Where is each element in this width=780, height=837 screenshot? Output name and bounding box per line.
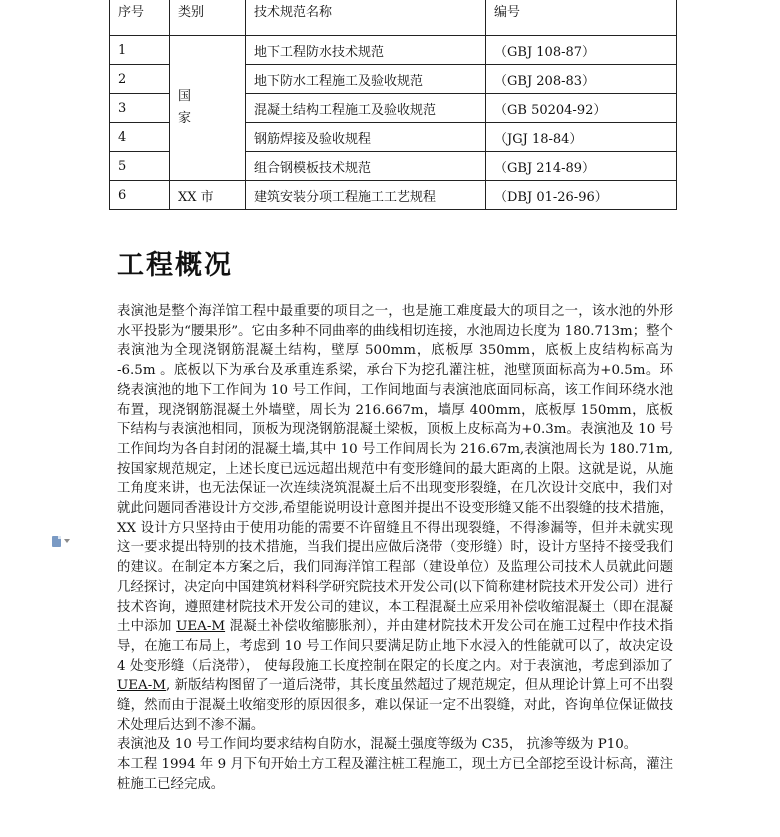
category-national	[170, 36, 246, 181]
row-no: 1	[110, 36, 170, 65]
header-code: 编号	[486, 0, 677, 36]
uea-m-term: UEA-M	[117, 678, 166, 694]
section-title: 工程概况	[117, 250, 233, 281]
table-row	[110, 181, 677, 210]
chevron-down-icon	[64, 539, 70, 543]
document-dropdown-icon[interactable]	[52, 534, 76, 548]
category-national-label: 国家	[178, 89, 192, 126]
category-city: XX 市	[170, 181, 246, 210]
paragraph-waterproof: 表演池及 10 号工作间均要求结构自防水，混凝土强度等级为 C35， 抗渗等级为 P10。	[117, 737, 638, 753]
row-no: 5	[110, 152, 170, 181]
header-spec-name: 技术规范名称	[246, 0, 486, 36]
row-spec-name: 组合钢模板技术规范	[246, 152, 486, 181]
paragraph-text: , 新版结构图留了一道后浇带，其长度虽然超过了规范规定，但从理论计算上可不出裂缝，然而由于混凝土收缩变形的原因很多，难以保证一定不出裂缝，对此，咨询单位保证做技术处理后达到不渗不漏。	[117, 678, 673, 733]
standards-table	[109, 0, 677, 210]
row-code: （GBJ 214-89）	[486, 152, 677, 181]
row-no: 6	[110, 181, 170, 210]
document-icon	[52, 536, 61, 547]
table-row	[110, 36, 677, 65]
row-code: （GBJ 108-87）	[486, 36, 677, 65]
row-code: （DBJ 01-26-96）	[486, 181, 677, 210]
row-spec-name: 钢筋焊接及验收规程	[246, 123, 486, 152]
row-spec-name: 建筑安装分项工程施工工艺规程	[246, 181, 486, 210]
row-spec-name: 地下工程防水技术规范	[246, 36, 486, 65]
table-header-row	[110, 0, 677, 36]
paragraph-schedule: 本工程 1994 年 9 月下旬开始土方工程及灌注桩工程施工，现土方已全部挖至设计标高，灌注桩施工已经完成。	[117, 757, 673, 792]
row-no: 2	[110, 65, 170, 94]
row-code: （GB 50204-92）	[486, 94, 677, 123]
header-category: 类别	[170, 0, 246, 36]
row-code: （JGJ 18-84）	[486, 123, 677, 152]
project-overview-body	[117, 302, 673, 795]
paragraph-overview	[117, 302, 673, 735]
row-no: 4	[110, 123, 170, 152]
row-no: 3	[110, 94, 170, 123]
uea-m-term: UEA-M	[176, 619, 226, 635]
header-no: 序号	[110, 0, 170, 36]
row-code: （GBJ 208-83）	[486, 65, 677, 94]
row-spec-name: 地下防水工程施工及验收规范	[246, 65, 486, 94]
row-spec-name: 混凝土结构工程施工及验收规范	[246, 94, 486, 123]
paragraph-text: 混凝土补偿收缩膨胀剂），并由建材院技术开发公司在施工过程中作技术指导，在施工布局上，考虑到 10 号工作间只要满足防止地下水浸入的性能就可以了，故决定设 4 处变形缝（后浇带）， 使每段施工长度控制在限定的长度之内。对于表演池，考虑到添加了	[117, 619, 673, 674]
paragraph-text: 表演池是整个海洋馆工程中最重要的项目之一，也是施工难度最大的项目之一，该水池的外形水平投影为“腰果形”。它由多种不同曲率的曲线相切连接，水池周边长度为 180.713m；整个表演池为全现浇钢筋混凝土结构，壁厚 500mm，底板厚 350mm，底板上皮结构标高为 -6.5m 。底板以下为承台及承重连系梁，承台下为挖孔灌注桩，池壁顶面标高为+0.5m。环绕表演池的地下工作间为 10 号工作间，工作间地面与表演池底面同标高，该工作间环绕水池布置，现浇钢筋混凝土外墙壁，周长为 216.667m，墙厚 400mm，底板厚 150mm，底板下结构与表演池相同，顶板为现浇钢筋混凝土梁板，顶板上皮标高为+0.3m。表演池及 10 号工作间均为各自封闭的混凝土墙,其中 10 号工作间周长为 216.67m,表演池周长为 180.71m,按国家规范规定，上述长度已远远超出规范中有变形缝间的最大距离的上限。这就是说，从施工角度来讲，也无法保证一次连续浇筑混凝土后不出现变形裂缝，在几次设计交底中，我们对就此问题同香港设计方交涉,希望能说明设计意图并提出不设变形缝又能不出裂缝的技术措施，XX 设计方只坚持由于使用功能的需要不许留缝且不得出现裂缝，不得渗漏等，但并未就实现这一要求提出特别的技术措施，当我们提出应做后浇带（变形缝）时，设计方坚持不接受我们的建议。在制定本方案之后，我们同海洋馆工程部（建设单位）及监理公司技术人员就此问题几经探讨，决定向中国建筑材料科学研究院技术开发公司(以下简称建材院技术开发公司）进行技术咨询，遵照建材院技术开发公司的建议，本工程混凝土应采用补偿收缩混凝土（即在混凝土中添加	[117, 304, 673, 635]
